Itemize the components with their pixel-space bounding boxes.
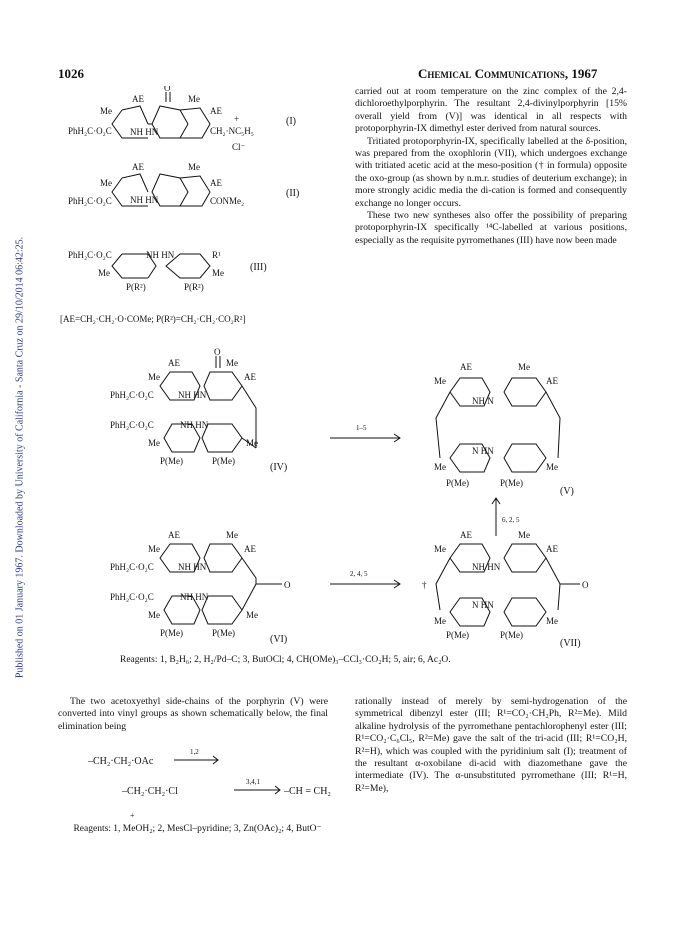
vinyl-step2: 3,4,1 <box>246 778 260 786</box>
structures-top <box>60 86 345 326</box>
s6-nh: NH HN <box>178 562 207 572</box>
paragraph: carried out at room temperature on the zinc complex of the 2,4-dichloroethylporphyrin. The resultant 2,4-divinylporphyrin [15% overall yield from (V)] was identical in all respects with protoporphyrin-IX dimethyl ester derived from natural sources. <box>355 86 627 135</box>
s2-right-sub: CONMe₂ <box>210 196 245 206</box>
s5-top-left: AE <box>460 362 472 372</box>
s1-nh: NH HN <box>130 127 159 137</box>
download-notice: Published on 01 January 1967. Downloaded by University of California - Santa Cruz on 29/10/2014 06:42:25. <box>14 236 26 679</box>
s3-p-right: P(R²) <box>184 282 204 292</box>
journal-title: Chemical Communications, 1967 <box>418 66 598 81</box>
s4-top-right: Me <box>226 358 238 368</box>
s1-right-sub: CH₂·NC₅H₅ <box>210 126 254 136</box>
s4-p2: P(Me) <box>212 456 235 466</box>
s7-nh2: N HN <box>472 600 494 610</box>
s6-ae-right: AE <box>244 544 256 554</box>
s1-anion: Cl⁻ <box>232 142 246 152</box>
s3-p-left: P(R²) <box>126 282 146 292</box>
s1-side-right: AE <box>210 106 222 116</box>
s1-oxo: O <box>164 86 171 93</box>
s2-side-right: AE <box>210 178 222 188</box>
structure-legend: [AE=CH₂·CH₂·O·COMe; P(R²)=CH₂·CH₂·CO₂R²] <box>60 314 246 324</box>
vinyl-line2: –CH₂·CH₂·Cl <box>122 786 178 797</box>
s6-top-left: AE <box>168 530 180 540</box>
s6-nh2: NH HN <box>180 592 209 602</box>
s6-label: (VI) <box>270 634 288 645</box>
s4-ester2: PhH₂C·O₂C <box>110 420 154 430</box>
s7-ae-right: AE <box>546 544 558 554</box>
arrow-label-1-5: 1–5 <box>356 424 367 432</box>
s1-top-right: Me <box>188 94 200 104</box>
vinyl-product: –CH = CH₂ <box>284 786 331 797</box>
s6-ester1: PhH₂C·O₂C <box>110 562 154 572</box>
arrow-label-6-2-5: 6, 2, 5 <box>502 516 520 524</box>
s2-left-sub: PhH₂C·O₂C <box>68 196 112 206</box>
s3-left-sub: PhH₂C·O₂C <box>68 250 112 260</box>
paragraph: These two new syntheses also offer the possibility of preparing protoporphyrin-IX specifically ¹⁴C-labelled at various positions, especially as the requisite pyrromethanes (III) have now been made <box>355 210 627 246</box>
right-column-bottom <box>355 696 627 795</box>
s4-ester1: PhH₂C·O₂C <box>110 390 154 400</box>
s1-side-left: Me <box>100 106 112 116</box>
s1-top-left: AE <box>132 94 144 104</box>
s1-left-sub: PhH₂C·O₂C <box>68 126 112 136</box>
s7-dagger: † <box>422 580 427 590</box>
s6-ester2: PhH₂C·O₂C <box>110 592 154 602</box>
paragraph: The two acetoxyethyl side-chains of the porphyrin (V) were converted into vinyl groups as shown schematically below, the final elimination being <box>58 696 328 732</box>
s2-side-left: Me <box>100 178 112 188</box>
s2-top-right: Me <box>188 162 200 172</box>
s5-ae-right: AE <box>546 376 558 386</box>
s4-nh: NH HN <box>178 390 207 400</box>
s7-label: (VII) <box>560 638 581 648</box>
vinyl-reagents: Reagents: 1, MeOH₂; 2, MesCl–pyridine; 3, Zn(OAc)₂; 4, ButO⁻ <box>73 824 322 834</box>
vinyl-step1: 1,2 <box>190 748 199 756</box>
s2-top-left: AE <box>132 162 144 172</box>
s7-me3: Me <box>546 616 558 626</box>
right-column-top <box>355 86 627 247</box>
s7-me-left: Me <box>434 544 446 554</box>
s3-nh: NH HN <box>146 250 175 260</box>
s5-nh2: N HN <box>472 446 494 456</box>
vinyl-line1: –CH₂·CH₂·OAc <box>88 756 154 767</box>
s2-label: (II) <box>286 188 300 199</box>
paragraph: rationally instead of merely by semi-hydrogenation of the symmetrical dibenzyl ester (III; R¹=CO₂·CH₂Ph, R²=Me). Mild alkaline hydrolysis of the pyrromethane pentachlorophenyl ester (III; R¹=CO₂·C₆Cl₅, R²=Me) gave the salt of the tri-acid (III; R¹=CO₂H, R²=H), which was coupled with the pyridinium salt (I); treatment of the resultant α-oxobilane di-acid with diazomethane gave the intermediate (IV). The α-unsubstituted pyrromethane (III; R¹=H, R²=Me), <box>355 696 627 794</box>
s3-side-left: Me <box>98 268 110 278</box>
s7-top-left: AE <box>460 530 472 540</box>
s4-top-left: AE <box>168 358 180 368</box>
page-number: 1026 <box>58 66 84 81</box>
arrow-label-2-4-5: 2, 4, 5 <box>350 570 368 578</box>
s2-nh: NH HN <box>130 195 159 205</box>
s6-p2: P(Me) <box>212 628 235 638</box>
s4-ae-right: AE <box>244 372 256 382</box>
s6-me3: Me <box>246 610 258 620</box>
s4-p1: P(Me) <box>160 456 183 466</box>
s3-label: (III) <box>250 262 267 273</box>
s5-label: (V) <box>560 486 574 497</box>
left-column-bottom <box>58 696 328 733</box>
s5-nh: NH N <box>472 396 494 406</box>
paragraph: Tritiated protoporphyrin-IX, specifically labelled at the δ-position, was prepared from the oxophlorin (VII), which undergoes exchange with tritiated acetic acid at the meso-position († in formula) opposite the oxo-group (as shown by n.m.r. studies of deuterium exchange); in more strongly acidic media the di-cation is formed and consequently exchange no longer occurs. <box>355 135 627 209</box>
s7-nh: NH HN <box>472 562 501 572</box>
s5-me3: Me <box>546 462 558 472</box>
s5-p2: P(Me) <box>500 478 523 488</box>
s4-nh2: NH HN <box>180 420 209 430</box>
scheme-reagents: Reagents: 1, B₂H₆; 2, H₂/Pd–C; 3, ButOCl; 4, CH(OMe)₃–CCl₃·CO₂H; 5, air; 6, Ac₂O. <box>120 655 451 665</box>
s3-r1: R¹ <box>212 250 221 260</box>
s1-plus: + <box>234 114 240 124</box>
s7-p2: P(Me) <box>500 630 523 640</box>
s4-me2: Me <box>148 438 160 448</box>
reaction-scheme <box>60 348 650 648</box>
s4-oxo: O <box>214 348 221 357</box>
s6-me2: Me <box>148 610 160 620</box>
vinyl-plus: + <box>130 811 135 820</box>
s5-me2: Me <box>434 462 446 472</box>
s4-me3: Me <box>246 438 258 448</box>
s7-p1: P(Me) <box>446 630 469 640</box>
s7-me2: Me <box>434 616 446 626</box>
s6-me-left: Me <box>148 544 160 554</box>
s5-me-left: Me <box>434 376 446 386</box>
s7-top-right: Me <box>518 530 530 540</box>
s4-label: (IV) <box>270 462 288 473</box>
s6-oxo: O <box>284 580 291 590</box>
s7-oxo: O <box>582 580 589 590</box>
s6-top-right: Me <box>226 530 238 540</box>
s5-p1: P(Me) <box>446 478 469 488</box>
s1-label: (I) <box>286 116 296 127</box>
s4-me-left: Me <box>148 372 160 382</box>
s6-p1: P(Me) <box>160 628 183 638</box>
s3-side-right: Me <box>212 268 224 278</box>
s5-top-right: Me <box>518 362 530 372</box>
